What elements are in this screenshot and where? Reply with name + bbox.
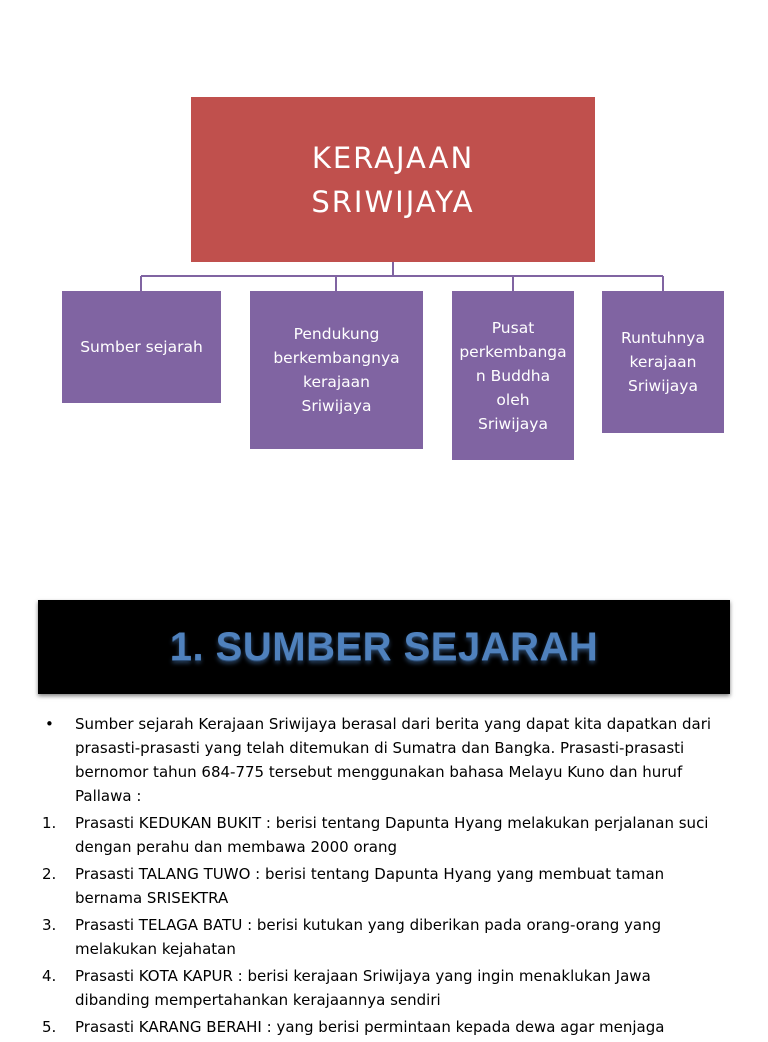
child-node-line: Sumber sejarah — [80, 338, 203, 356]
root-node-line: SRIWIJAYA — [311, 184, 475, 219]
child-node-line: n Buddha — [475, 366, 551, 385]
list-number: 1. — [42, 814, 57, 832]
child-node-line: Runtuhnya — [621, 329, 705, 347]
child-node-line: Sriwijaya — [301, 397, 372, 415]
section-title: 1. SUMBER SEJARAH — [169, 624, 599, 669]
list-number: 4. — [42, 967, 57, 985]
child-node-pendukung — [250, 291, 423, 449]
list-item-text: Prasasti TALANG TUWO : berisi tentang Dapunta Hyang yang membuat taman bernama SRISEKTRA — [75, 865, 665, 907]
list-item — [42, 913, 722, 961]
list-item — [42, 811, 722, 859]
section-body — [42, 712, 722, 1042]
intro-text: Sumber sejarah Kerajaan Sriwijaya berasal dari berita yang dapat kita dapatkan dari prasasti-prasasti yang telah ditemukan di Sumatra dan Bangka. Prasasti-prasasti bernomor tahun 684-775 tersebut menggunakan bahasa Melayu Kuno dan huruf Pallawa : — [75, 715, 712, 805]
child-node-line: Sriwijaya — [628, 377, 698, 395]
child-node-line: kerajaan — [629, 353, 697, 371]
child-node-line: oleh — [496, 390, 530, 409]
child-node-line: perkembanga — [459, 342, 567, 361]
intro-bullet-item — [42, 712, 722, 808]
child-node-line: berkembangnya — [273, 349, 400, 367]
child-node-line: Sriwijaya — [478, 414, 548, 433]
root-node-line: KERAJAAN — [311, 140, 475, 175]
root-node-kerajaan-sriwijaya — [191, 97, 595, 262]
list-item-text: Prasasti TELAGA BATU : berisi kutukan yang diberikan pada orang-orang yang melakukan kejahatan — [75, 916, 662, 958]
list-item-text: Prasasti KOTA KAPUR : berisi kerajaan Sriwijaya yang ingin menaklukan Jawa dibanding mempertahankan kerajaannya sendiri — [75, 967, 651, 1009]
list-item — [42, 1015, 722, 1039]
list-number: 3. — [42, 916, 57, 934]
list-item — [42, 862, 722, 910]
bullet-marker: • — [45, 715, 54, 733]
child-node-sumber-sejarah — [62, 291, 221, 403]
child-node-line: Pendukung — [293, 325, 380, 343]
list-item-text: Prasasti KEDUKAN BUKIT : berisi tentang Dapunta Hyang melakukan perjalanan suci dengan perahu dan membawa 2000 orang — [75, 814, 709, 856]
section-title-banner — [38, 600, 730, 694]
list-item — [42, 964, 722, 1012]
child-node-line: Pusat — [491, 318, 535, 337]
list-number: 2. — [42, 865, 57, 883]
child-node-pusat-perkembangan — [452, 291, 574, 460]
child-node-runtuhnya — [602, 291, 724, 433]
list-number: 5. — [42, 1018, 57, 1036]
list-item-text: Prasasti KARANG BERAHI : yang berisi permintaan kepada dewa agar menjaga — [75, 1018, 665, 1036]
child-node-line: kerajaan — [303, 373, 370, 391]
